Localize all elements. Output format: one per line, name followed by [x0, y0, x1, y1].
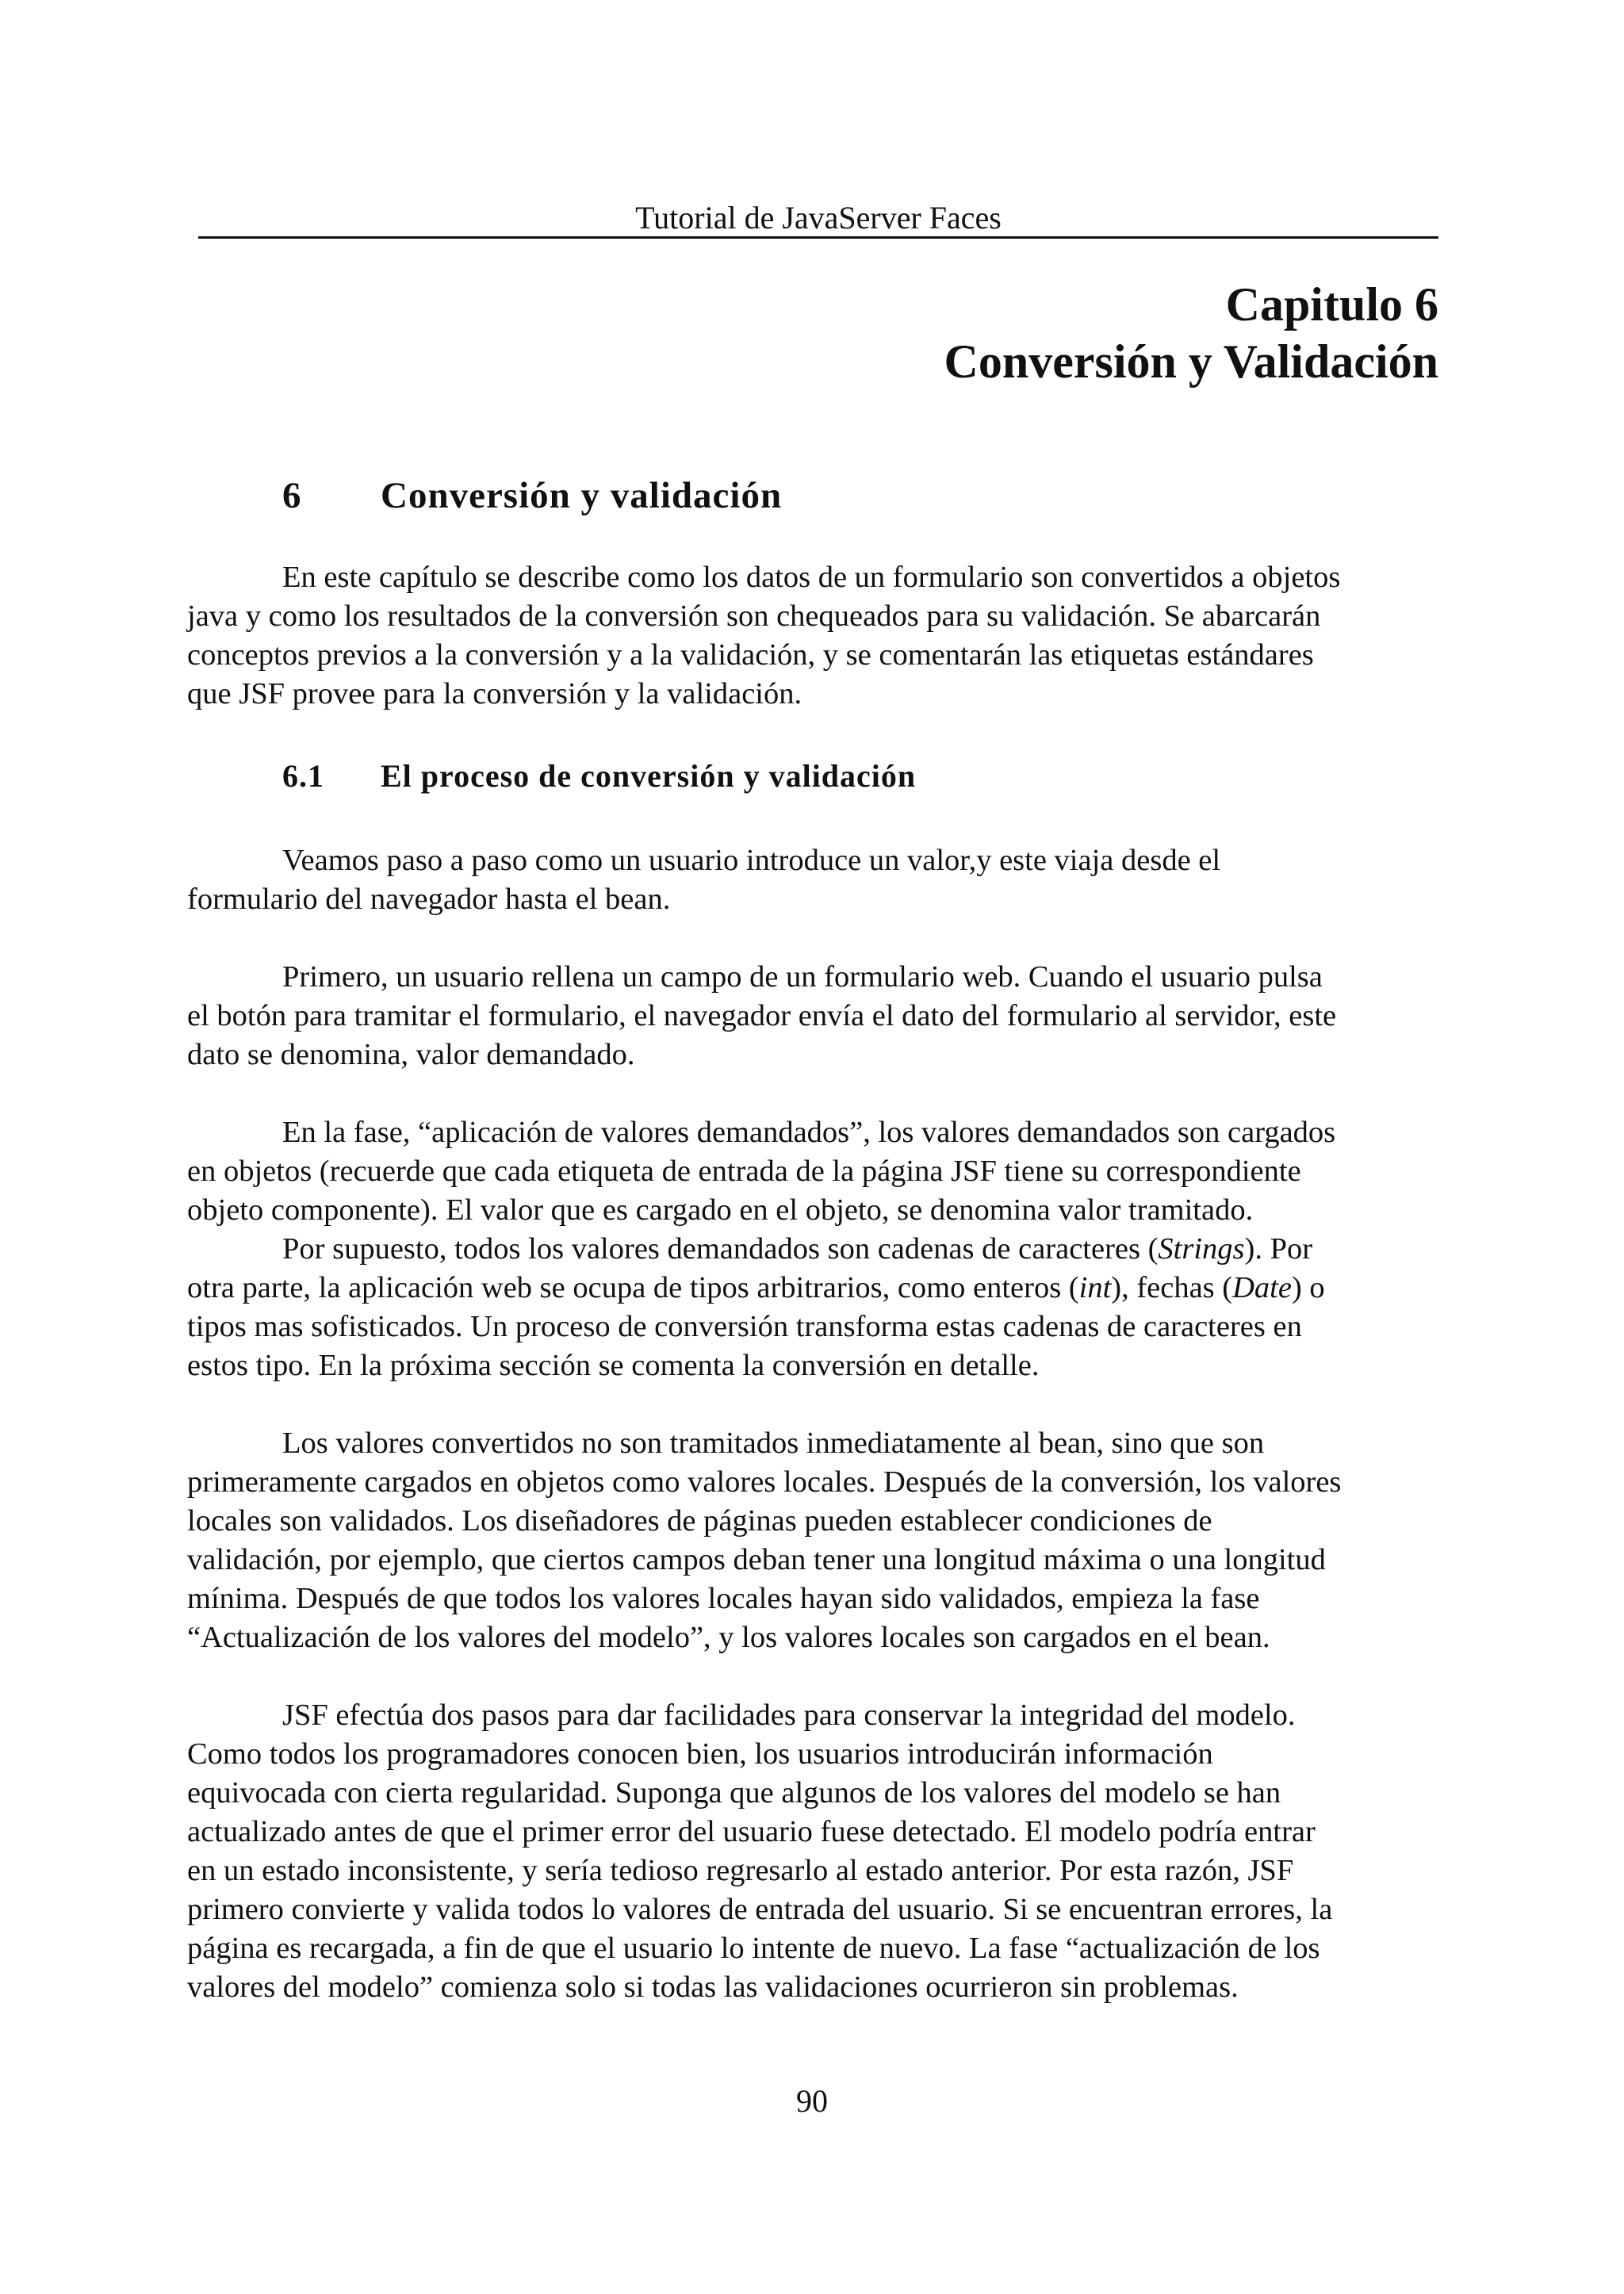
subsection-body	[187, 841, 1440, 2007]
header-rule	[198, 236, 1438, 239]
paragraph-line: el botón para tramitar el formulario, el navegador envía el dato del formulario al servidor, este	[187, 999, 1337, 1032]
paragraph-6	[187, 1696, 1440, 2007]
paragraph-line: locales son validados. Los diseñadores de páginas pueden establecer condiciones de	[187, 1504, 1212, 1538]
intro-line: conceptos previos a la conversión y a la validación, y se comentarán las etiquetas estándares	[187, 638, 1314, 672]
section-heading	[282, 472, 782, 519]
paragraph-line: formulario del navegador hasta el bean.	[187, 883, 671, 916]
paragraph-line: equivocada con cierta regularidad. Suponga que algunos de los valores del modelo se han	[187, 1776, 1281, 1810]
intro-line: En este capítulo se describe como los datos de un formulario son convertidos a objetos	[282, 561, 1341, 594]
paragraph-line: Los valores convertidos no son tramitados inmediatamente al bean, sino que son	[282, 1427, 1265, 1460]
paragraph-4	[187, 1230, 1440, 1385]
paragraph-line: tipos mas sofisticados. Un proceso de conversión transforma estas cadenas de caracteres en	[187, 1310, 1302, 1343]
paragraph-line: en un estado inconsistente, y sería tedioso regresarlo al estado anterior. Por esta razón, JSF	[187, 1854, 1294, 1887]
intro-line: java y como los resultados de la conversión son chequeados para su validación. Se abarcarán	[187, 599, 1321, 633]
text-run: ) o	[1291, 1271, 1325, 1304]
paragraph-line: JSF efectúa dos pasos para dar facilidades para conservar la integridad del modelo.	[282, 1698, 1296, 1732]
text-run: ). Por	[1244, 1232, 1313, 1266]
paragraph-line: primeramente cargados en objetos como valores locales. Después de la conversión, los valores	[187, 1465, 1342, 1499]
section-number: 6	[282, 475, 302, 516]
paragraph-line: actualizado antes de que el primer error del usuario fuese detectado. El modelo podría entrar	[187, 1815, 1316, 1848]
italic-term: int	[1078, 1271, 1112, 1304]
text-run: otra parte, la aplicación web se ocupa de tipos arbitrarios, como enteros (	[187, 1271, 1079, 1304]
intro-paragraph	[187, 558, 1440, 714]
paragraph-line: primero convierte y valida todos lo valores de entrada del usuario. Si se encuentran errores, la	[187, 1893, 1333, 1926]
running-header: Tutorial de JavaServer Faces	[635, 200, 1002, 236]
paragraph-3	[187, 1113, 1440, 1230]
intro-line: que JSF provee para la conversión y la validación.	[187, 677, 802, 710]
paragraph-line	[187, 1269, 1440, 1308]
italic-term: Strings	[1158, 1232, 1245, 1266]
subsection-heading	[282, 756, 916, 797]
chapter-title: Conversión y Validación	[944, 335, 1438, 388]
paragraph-line: mínima. Después de que todos los valores locales hayan sido validados, empieza la fase	[187, 1582, 1260, 1615]
paragraph-line: En la fase, “aplicación de valores demandados”, los valores demandados son cargados	[282, 1116, 1336, 1149]
page-number: 90	[796, 2083, 828, 2119]
paragraph-line: Como todos los programadores conocen bien, los usuarios introducirán información	[187, 1737, 1213, 1771]
section-title: Conversión y validación	[381, 475, 783, 516]
paragraph-1	[187, 841, 1440, 919]
body-text	[187, 558, 1440, 714]
paragraph-line: página es recargada, a fin de que el usuario lo intente de nuevo. La fase “actualización de los	[187, 1932, 1320, 1965]
paragraph-line: dato se denomina, valor demandado.	[187, 1038, 635, 1071]
paragraph-line: en objetos (recuerde que cada etiqueta de entrada de la página JSF tiene su correspondiente	[187, 1155, 1301, 1188]
paragraph-line: Primero, un usuario rellena un campo de un formulario web. Cuando el usuario pulsa	[282, 960, 1323, 994]
paragraph-line: Veamos paso a paso como un usuario introduce un valor,y este viaja desde el	[282, 844, 1221, 877]
paragraph-line: valores del modelo” comienza solo si todas las validaciones ocurrieron sin problemas.	[187, 1970, 1239, 2004]
chapter-heading	[198, 276, 1438, 390]
italic-term: Date	[1232, 1271, 1292, 1304]
subsection-title: El proceso de conversión y validación	[381, 758, 917, 794]
chapter-number: Capitulo 6	[1225, 278, 1438, 331]
text-run: ), fechas (	[1111, 1271, 1233, 1304]
subsection-number: 6.1	[282, 758, 324, 794]
paragraph-5	[187, 1424, 1440, 1657]
paragraph-line: estos tipo. En la próxima sección se comenta la conversión en detalle.	[187, 1349, 1040, 1382]
paragraph-line	[187, 1230, 1440, 1269]
paragraph-line: validación, por ejemplo, que ciertos campos deban tener una longitud máxima o una longitud	[187, 1543, 1326, 1576]
paragraph-2	[187, 958, 1440, 1074]
paragraph-line: objeto componente). El valor que es cargado en el objeto, se denomina valor tramitado.	[187, 1193, 1254, 1227]
text-run: Por supuesto, todos los valores demandados son cadenas de caracteres (	[282, 1232, 1159, 1266]
paragraph-line: “Actualización de los valores del modelo”, y los valores locales son cargados en el bean.	[187, 1621, 1270, 1654]
